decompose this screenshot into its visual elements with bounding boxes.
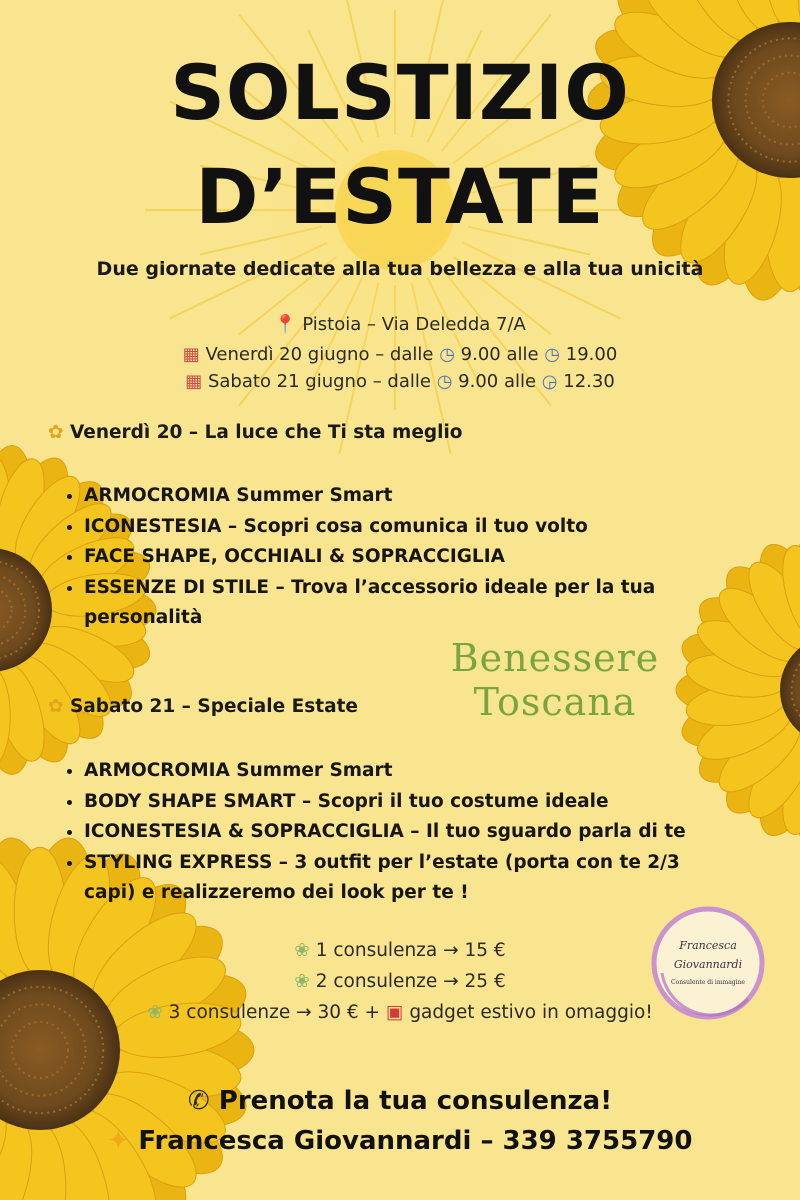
- price-text: 2 consulenze → 25 €: [315, 971, 506, 992]
- pin-icon: 📍: [274, 314, 297, 335]
- friday-services-list: [58, 481, 744, 634]
- price-text: gadget estivo in omaggio!: [409, 1002, 653, 1023]
- saturday-heading-text: Sabato 21 – Speciale Estate: [69, 696, 358, 717]
- logo-role: Consulente di immagine: [671, 979, 745, 986]
- logo-name-1: Francesca: [679, 939, 737, 952]
- list-item: • ICONESTESIA – Scopri cosa comunica il tuo volto: [84, 512, 744, 543]
- saturday-schedule-line: [0, 367, 800, 397]
- saturday-end-text: 12.30: [563, 371, 615, 392]
- location-text: Pistoia – Via Deledda 7/A: [302, 314, 526, 335]
- list-item: • FACE SHAPE, OCCHIALI & SOPRACCIGLIA: [84, 542, 744, 573]
- subtitle: Due giornate dedicate alla tua bellezza e alla tua unicità: [96, 258, 704, 280]
- saturday-start-text: 9.00 alle: [458, 371, 537, 392]
- phone-icon: ✆: [187, 1086, 210, 1116]
- daisy-icon: ❀: [147, 1002, 163, 1023]
- clock-icon: ◷: [439, 344, 455, 365]
- list-item: • STYLING EXPRESS – 3 outfit per l’estate (porta con te 2/3 capi) e realizzeremo dei look per te !: [84, 848, 684, 909]
- friday-start-text: 9.00 alle: [460, 344, 539, 365]
- clock-icon: ◷: [436, 371, 453, 392]
- saturday-schedule-text: Sabato 21 giugno – dalle: [207, 371, 431, 392]
- friday-heading-text: Venerdì 20 – La luce che Ti sta meglio: [69, 422, 463, 443]
- friday-heading: [48, 422, 463, 443]
- logo-name-2: Giovannardi: [673, 958, 743, 971]
- friday-schedule-line: [0, 340, 800, 370]
- list-item: • ARMOCROMIA Summer Smart: [84, 481, 744, 512]
- sunflower-icon: ✿: [48, 422, 64, 443]
- list-item: • ESSENZE DI STILE – Trova l’accessorio ideale per la tua personalità: [84, 573, 684, 634]
- brand-line-1: Benessere: [450, 636, 660, 680]
- cta-line-2: [0, 1126, 800, 1156]
- cta-contact-text: Francesca Giovannardi – 339 3755790: [138, 1126, 693, 1156]
- brand-line-2: Toscana: [473, 680, 637, 724]
- saturday-heading: [48, 696, 358, 717]
- list-item: • ICONESTESIA & SOPRACCIGLIA – Il tuo sguardo parla di te: [84, 817, 744, 848]
- cta-line-1: [0, 1086, 800, 1116]
- list-item: • BODY SHAPE SMART – Scopri il tuo costume ideale: [84, 787, 744, 818]
- cta-book-text: Prenota la tua consulenza!: [218, 1086, 613, 1116]
- gift-icon: ▣: [385, 1002, 404, 1023]
- title-line-1: SOLSTIZIO: [170, 48, 630, 137]
- calendar-icon: ▦: [182, 344, 200, 365]
- price-text: 3 consulenze → 30 € +: [168, 1002, 381, 1023]
- sparkle-icon: ✦: [107, 1126, 130, 1156]
- friday-schedule-text: Venerdì 20 giugno – dalle: [205, 344, 434, 365]
- logo: [648, 903, 768, 1023]
- daisy-icon: ❀: [294, 971, 310, 992]
- saturday-services-list: [58, 756, 744, 909]
- clock-icon: ◷: [544, 344, 561, 365]
- list-item: • ARMOCROMIA Summer Smart: [84, 756, 744, 787]
- daisy-icon: ❀: [294, 940, 310, 961]
- calendar-icon: ▦: [185, 371, 203, 392]
- sunflower-icon: ✿: [48, 696, 64, 717]
- friday-end-text: 19.00: [565, 344, 618, 365]
- price-text: 1 consulenza → 15 €: [315, 940, 506, 961]
- clock-icon: ◶: [541, 371, 558, 392]
- title-line-2: D’ESTATE: [195, 152, 605, 241]
- location-line: [0, 310, 800, 340]
